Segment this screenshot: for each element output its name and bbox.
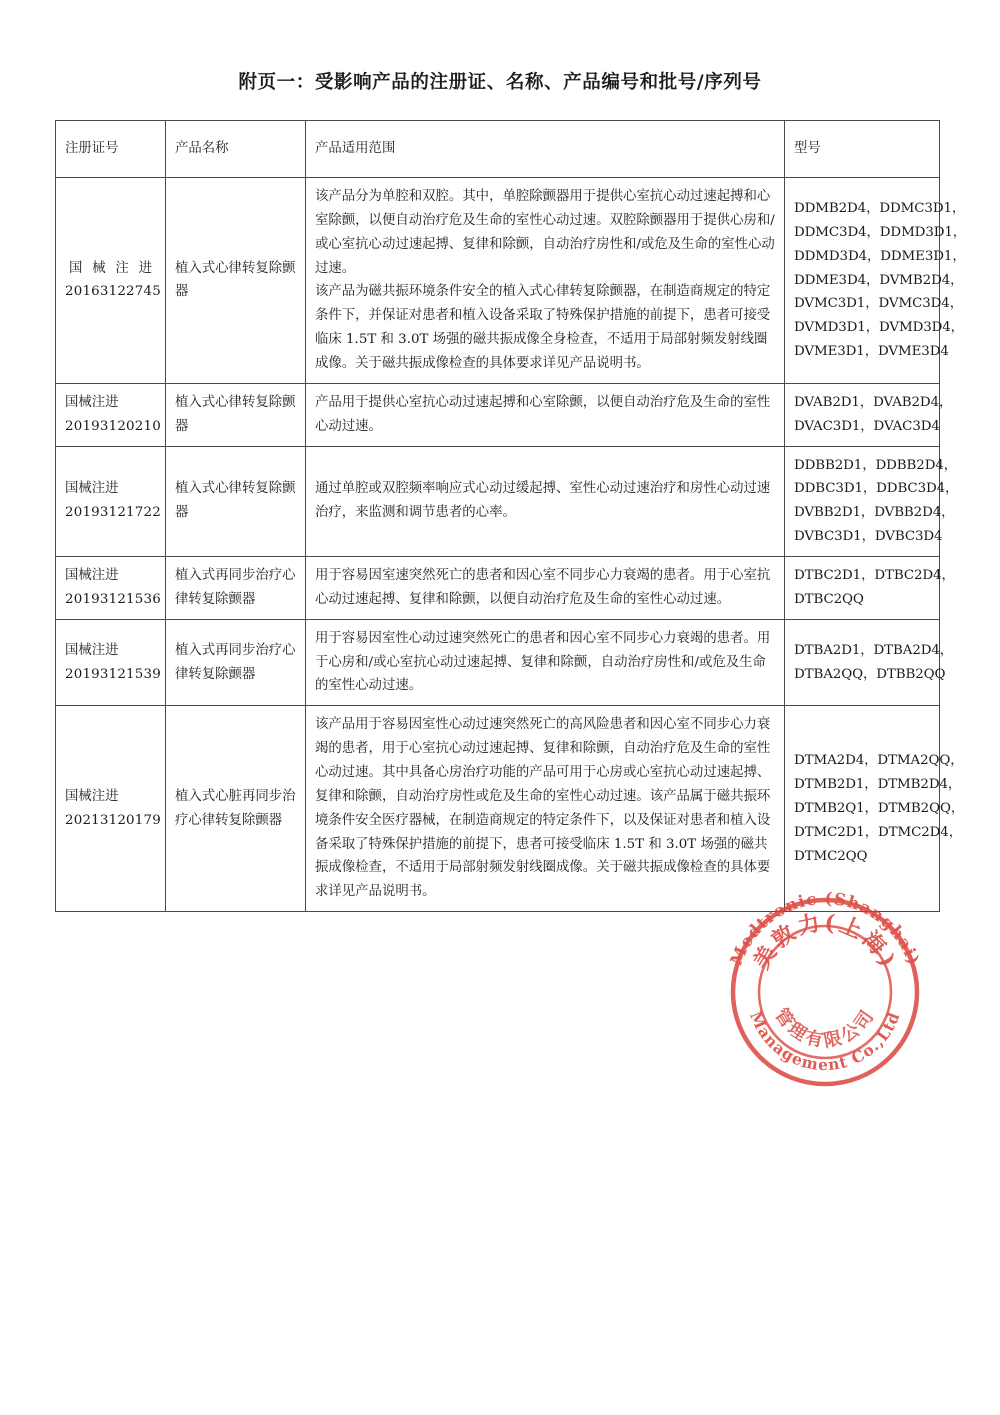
cell-product-name: 植入式心律转复除颤器 — [166, 383, 306, 446]
cell-product-name: 植入式心律转复除颤器 — [166, 178, 306, 384]
registration-number-prefix: 国械注进 — [65, 788, 119, 804]
model-line: DTBA2D1，DTBA2D4， — [794, 642, 954, 658]
cell-scope — [306, 706, 785, 912]
model-line: DTMC2D1，DTMC2D4， — [794, 824, 962, 840]
cell-registration-number — [56, 706, 166, 912]
model-line: DVBB2D1，DVBB2D4， — [794, 505, 955, 521]
registration-number-value: 20193121539 — [65, 666, 161, 682]
scope-paragraph-1: 该产品分为单腔和双腔。其中，单腔除颤器用于提供心室抗心动过速起搏和心室除颤，以便自动治疗危及生命的室性心动过速。双腔除颤器用于提供心房和/或心室抗心动过速起搏、复律和除颤，自动治疗房性和/或危及生命的室性心动过速。 — [315, 189, 775, 276]
table-header-row — [56, 121, 940, 178]
scope-paragraph-1: 用于容易因室速突然死亡的患者和因心室不同步心力衰竭的患者。用于心室抗心动过速起搏、复律和除颤，以便自动治疗危及生命的室性心动过速。 — [315, 568, 771, 607]
model-line: DTMC2QQ — [794, 848, 868, 864]
scope-paragraph-2: 该产品为磁共振环境条件安全的植入式心律转复除颤器，在制造商规定的特定条件下，并保证对患者和植入设备采取了特殊保护措施的前提下，患者可接受临床 1.5T 和 3.0T 场强的磁共振成像全身检查，不适用于局部射频发射线圈成像。关于磁共振成像检查的具体要求详见产品说明书。 — [315, 284, 771, 372]
cell-product-name: 植入式再同步治疗心律转复除颤器 — [166, 619, 306, 706]
registration-number-prefix: 国械注进 — [65, 642, 119, 658]
cell-model — [785, 446, 959, 556]
model-line: DDBB2D1，DDBB2D4， — [794, 457, 958, 473]
registration-number-value: 20193121722 — [65, 505, 161, 521]
model-line: DDBC3D1，DDBC3D4， — [794, 481, 959, 497]
model-line: DVAC3D1，DVAC3D4 — [794, 418, 940, 434]
cell-scope — [306, 446, 785, 556]
product-registration-table — [55, 120, 967, 912]
cell-registration-number — [56, 383, 166, 446]
model-line: DVMC3D1，DVMC3D4， — [794, 296, 963, 312]
model-line: DTMA2D4，DTMA2QQ， — [794, 753, 964, 769]
svg-text:管理有限公司: 管理有限公司 — [770, 1004, 880, 1052]
model-line: DDMC3D4，DDMD3D1， — [794, 224, 967, 240]
column-header-registration-number: 注册证号 — [56, 121, 166, 178]
cell-model — [785, 383, 953, 446]
model-line: DVAB2D1，DVAB2D4， — [794, 394, 953, 410]
registration-number-prefix: 国械注进 — [69, 260, 152, 276]
table-row — [56, 706, 940, 912]
cell-scope — [306, 557, 785, 620]
model-line: DDMD3D4，DDME3D1， — [794, 248, 966, 264]
table-body — [56, 178, 967, 912]
cell-scope — [306, 619, 785, 706]
model-line: DTBC2QQ — [794, 591, 864, 607]
scope-paragraph-1: 该产品用于容易因室性心动过速突然死亡的高风险患者和因心室不同步心力衰竭的患者，用于心室抗心动过速起搏、复律和除颤，自动治疗危及生命的室性心动过速。其中具备心房治疗功能的产品可用于心房或心室抗心动过速起搏、复律和除颤，自动治疗房性或危及生命的室性心动过速。该产品属于磁共振环境条件安全医疗器械，在制造商规定的特定条件下，以及保证对患者和植入设备采取了特殊保护措施的前提下，患者可接受临床 1.5T 和 3.0T 场强的磁共振成像检查，不适用于局部射频发射线圈成像。关于磁共振成像检查的具体要求详见产品说明书。 — [315, 717, 771, 900]
column-header-model: 型号 — [785, 121, 940, 178]
svg-text:美敦力(上海): 美敦力(上海) — [748, 909, 902, 974]
scope-paragraph-1: 通过单腔或双腔频率响应式心动过缓起搏、室性心动过速治疗和房性心动过速治疗，来监测和调节患者的心率。 — [315, 481, 771, 521]
cell-product-name: 植入式再同步治疗心律转复除颤器 — [166, 557, 306, 620]
registration-number-value: 20193121536 — [65, 591, 161, 607]
cell-registration-number — [56, 446, 166, 556]
scope-paragraph-1: 用于容易因室性心动过速突然死亡的患者和因心室不同步心力衰竭的患者。用于心房和/或心室抗心动过速起搏、复律和除颤，自动治疗房性和/或危及生命的室性心动过速。 — [315, 630, 771, 694]
model-line: DDMB2D4，DDMC3D1， — [794, 200, 966, 216]
cell-model — [785, 178, 967, 384]
cell-product-name: 植入式心律转复除颤器 — [166, 446, 306, 556]
model-line: DVBC3D1，DVBC3D4 — [794, 529, 943, 545]
cell-model — [785, 619, 954, 706]
table-row — [56, 178, 940, 384]
model-line: DTMB2D1，DTMB2D4， — [794, 776, 962, 792]
registration-number-prefix: 国械注进 — [65, 394, 119, 410]
table-header — [56, 121, 940, 178]
model-line: DTMB2Q1，DTMB2QQ， — [794, 800, 965, 816]
registration-number-value: 20163122745 — [65, 284, 161, 300]
registration-number-value: 20193120210 — [65, 418, 161, 434]
cell-registration-number — [56, 557, 166, 620]
model-line: DVME3D1，DVME3D4 — [794, 344, 949, 360]
model-line: DDME3D4，DVMB2D4， — [794, 272, 964, 288]
table-row — [56, 619, 940, 706]
registration-number-value: 20213120179 — [65, 812, 161, 828]
table-row — [56, 383, 940, 446]
model-line: DTBC2D1，DTBC2D4， — [794, 568, 955, 584]
table-row — [56, 446, 940, 556]
scope-paragraph-1: 产品用于提供心室抗心动过速起搏和心室除颤，以便自动治疗危及生命的室性心动过速。 — [315, 394, 771, 434]
column-header-product-name: 产品名称 — [166, 121, 306, 178]
cell-registration-number — [56, 178, 166, 384]
svg-text:Medtronic (Shanghai): Medtronic (Shanghai) — [726, 888, 924, 968]
model-line: DTBA2QQ，DTBB2QQ — [794, 666, 946, 682]
cell-scope — [306, 178, 785, 384]
cell-model — [785, 706, 965, 912]
cell-product-name: 植入式心脏再同步治疗心律转复除颤器 — [166, 706, 306, 912]
registration-number-prefix: 国械注进 — [65, 481, 119, 497]
cell-scope — [306, 383, 785, 446]
page-title: 附页一：受影响产品的注册证、名称、产品编号和批号/序列号 — [238, 72, 762, 93]
model-line: DVMD3D1，DVMD3D4， — [794, 320, 964, 336]
cell-model — [785, 557, 955, 620]
product-registration-table-wrapper — [55, 120, 967, 912]
column-header-scope: 产品适用范围 — [306, 121, 785, 178]
svg-text:Management Co.,Ltd: Management Co.,Ltd — [746, 1008, 904, 1075]
cell-registration-number — [56, 619, 166, 706]
table-row — [56, 557, 940, 620]
company-seal-stamp — [717, 884, 933, 1100]
registration-number-prefix: 国械注进 — [65, 568, 119, 584]
